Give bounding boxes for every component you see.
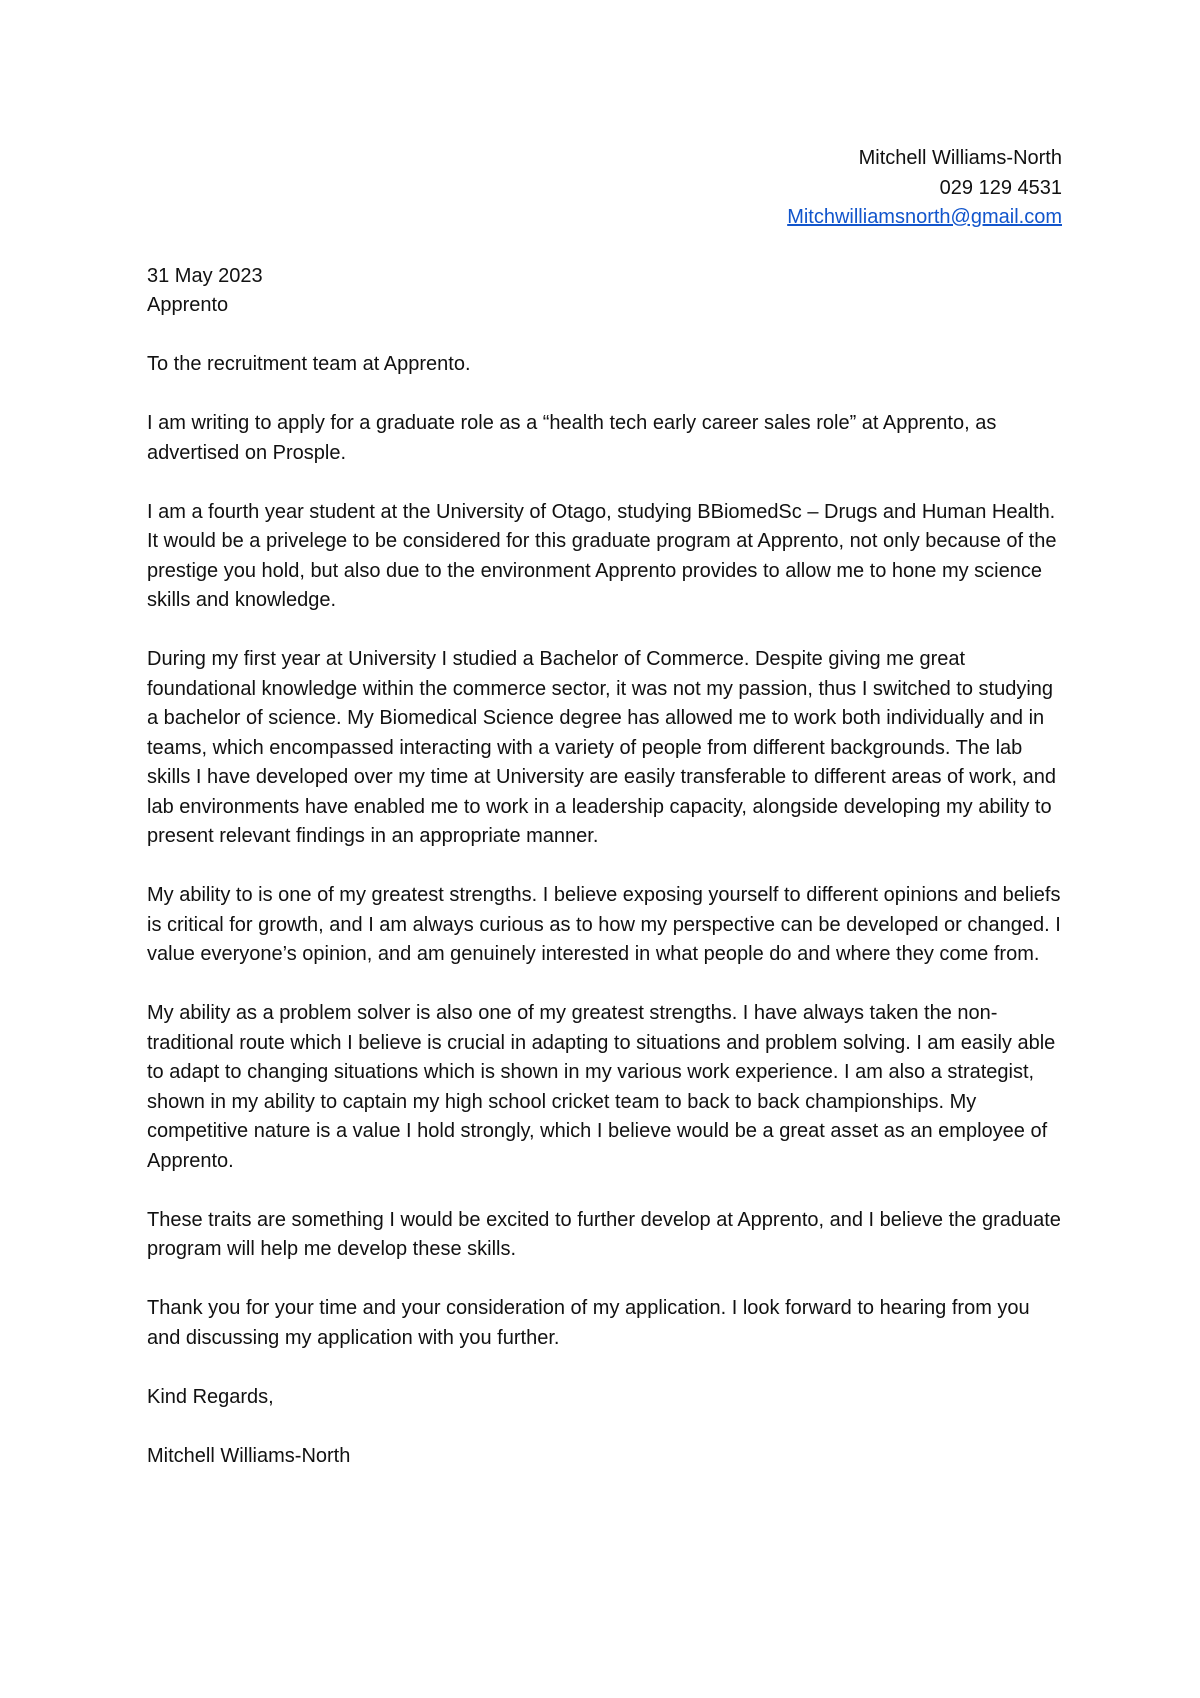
body-paragraph: I am writing to apply for a graduate role as a “health tech early career sales role” at Apprento, as advertised on Prosple.	[147, 412, 997, 464]
sender-email-link[interactable]: Mitchwilliamsnorth@gmail.com	[787, 206, 1062, 228]
body-paragraph: These traits are something I would be excited to further develop at Apprento, and I believe the graduate program will help me develop these skills.	[147, 1208, 1061, 1260]
sender-block	[147, 144, 1062, 233]
sender-name: Mitchell Williams-North	[858, 147, 1062, 169]
signature: Mitchell Williams-North	[147, 1444, 351, 1467]
body-paragraph: During my first year at University I studied a Bachelor of Commerce. Despite giving me great foundational knowledge within the commerce sector, it was not my passion, thus I switched to studying a bachelor of science. My Biomedical Science degree has allowed me to work both individually and in teams, which encompassed interacting with a variety of people from different backgrounds. The lab skills I have developed over my time at University are easily transferable to different areas of work, and lab environments have enabled me to work in a leadership capacity, alongside developing my ability to present relevant findings in an appropriate manner.	[147, 648, 1056, 847]
closing: Kind Regards,	[147, 1385, 274, 1408]
letter-page	[147, 144, 1062, 1501]
salutation: To the recruitment team at Apprento.	[147, 353, 471, 375]
sender-phone: 029 129 4531	[939, 176, 1062, 199]
date-block	[147, 262, 1062, 321]
body-paragraph: Thank you for your time and your consideration of my application. I look forward to hearing from you and discussing my application with you further.	[147, 1297, 1030, 1349]
body-paragraph: I am a fourth year student at the University of Otago, studying BBiomedSc – Drugs and Human Health. It would be a privelege to be considered for this graduate program at Apprento, not only because of the prestige you hold, but also due to the environment Apprento provides to allow me to hone my science skills and knowledge.	[147, 500, 1057, 611]
letter-date: 31 May 2023	[147, 264, 263, 287]
body-paragraph: My ability as a problem solver is also one of my greatest strengths. I have always taken the non-traditional route which I believe is crucial in adapting to situations and problem solving. I am easily able to adapt to changing situations which is shown in my various work experience. I am also a strategist, shown in my ability to captain my high school cricket team to back to back championships. My competitive nature is a value I hold strongly, which I believe would be a great asset as an employee of Apprento.	[147, 1002, 1056, 1172]
recipient-org: Apprento	[147, 294, 229, 316]
body-paragraph: My ability to is one of my greatest strengths. I believe exposing yourself to different opinions and beliefs is critical for growth, and I am always curious as to how my perspective can be developed or changed. I value everyone’s opinion, and am genuinely interested in what people do and where they come from.	[147, 884, 1061, 965]
